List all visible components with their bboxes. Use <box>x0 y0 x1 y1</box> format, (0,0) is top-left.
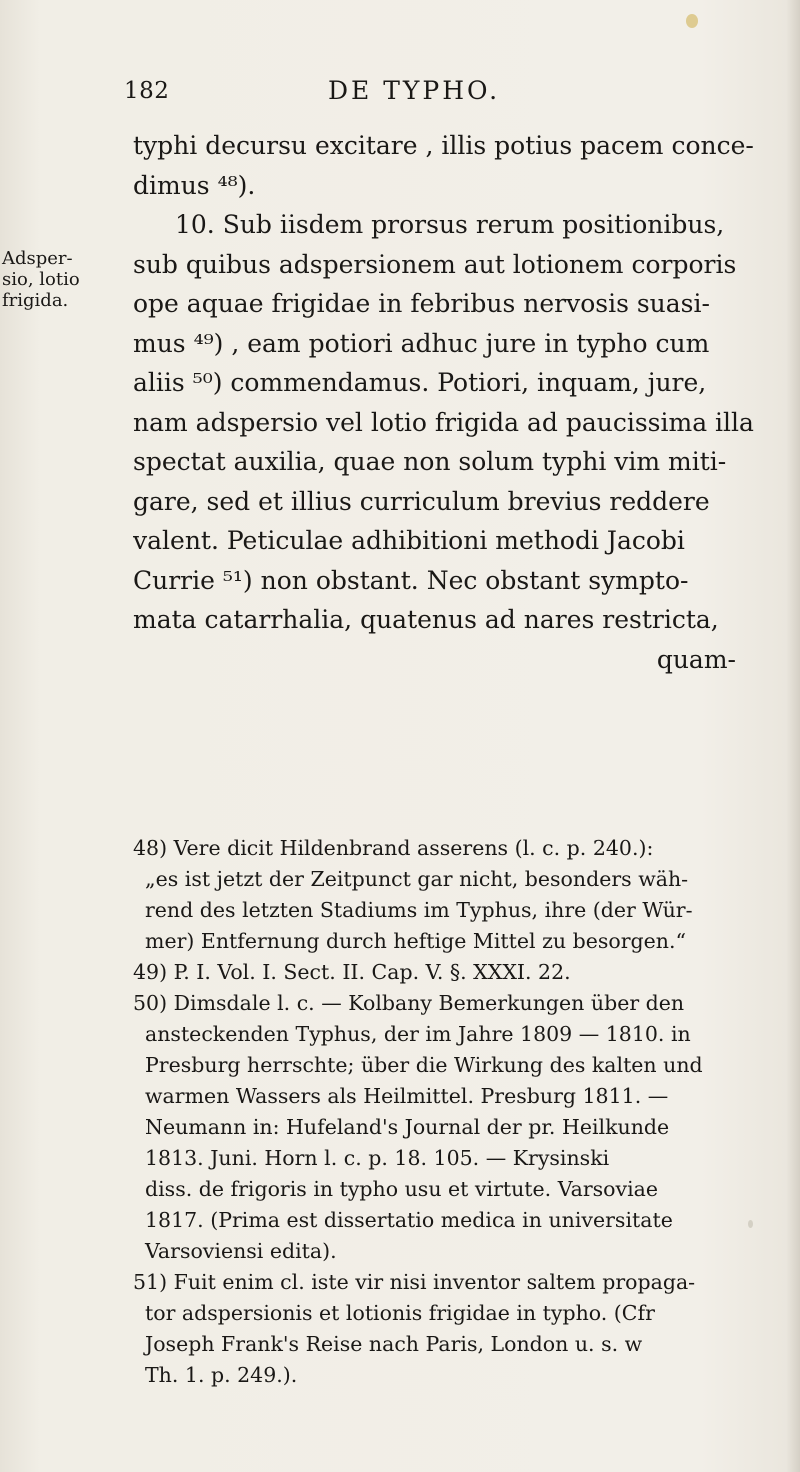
footnote-line: tor adspersionis et lotionis frigidae in typho. (Cfr <box>145 1301 655 1325</box>
footnote-line: Neumann in: Hufeland's Journal der pr. Heilkunde <box>145 1115 670 1139</box>
footnote-line: warmen Wassers als Heilmittel. Presburg 1811. — <box>145 1084 669 1108</box>
body-line: dimus ⁴⁸). <box>133 170 256 200</box>
footnote-line: ansteckenden Typhus, der im Jahre 1809 — 1810. in <box>145 1022 691 1046</box>
body-line: 10. Sub iisdem prorsus rerum positionibus, <box>175 210 725 239</box>
margin-note <box>2 248 102 311</box>
footnote-line: rend des letzten Stadiums im Typhus, ihre (der Wür- <box>145 898 693 922</box>
margin-note-line: frigida. <box>2 290 69 311</box>
body-line: sub quibus adspersionem aut lotionem corporis <box>133 249 737 279</box>
footnote-line: „es ist jetzt der Zeitpunct gar nicht, besonders wäh- <box>145 867 689 891</box>
body-line: gare, sed et illius curriculum brevius reddere <box>133 486 710 516</box>
ink-stain <box>686 14 698 28</box>
body-line: typhi decursu excitare , illis potius pacem conce- <box>133 131 754 160</box>
body-line: quam- <box>656 644 736 674</box>
body-line: nam adspersio vel lotio frigida ad paucissima illa <box>133 407 754 437</box>
footnote-line: 48) Vere dicit Hildenbrand asserens (l. c. p. 240.): <box>133 836 654 860</box>
body-line: aliis ⁵⁰) commendamus. Potiori, inquam, jure, <box>133 368 707 397</box>
footnote-line: 1817. (Prima est dissertatio medica in universitate <box>145 1208 673 1232</box>
footnote-line: mer) Entfernung durch heftige Mittel zu besorgen.“ <box>145 929 686 953</box>
page-number: 182 <box>124 78 170 104</box>
body-line: Currie ⁵¹) non obstant. Nec obstant sympto- <box>133 565 689 595</box>
footnote-line: Varsoviensi edita). <box>145 1239 337 1263</box>
footnote-line: Joseph Frank's Reise nach Paris, London u. s. w <box>145 1332 643 1356</box>
body-line: ope aquae frigidae in febribus nervosis suasi- <box>133 289 710 318</box>
footnotes <box>133 833 793 1391</box>
footnote-line: Th. 1. p. 249.). <box>145 1363 298 1387</box>
footnote-line: 51) Fuit enim cl. iste vir nisi inventor saltem propaga- <box>133 1270 696 1294</box>
footnote-line: 49) P. I. Vol. I. Sect. II. Cap. V. §. XXXI. 22. <box>133 960 571 984</box>
margin-note-line: sio, lotio <box>2 269 80 290</box>
footnote-line: diss. de frigoris in typho usu et virtute. Varsoviae <box>145 1177 659 1201</box>
margin-note-line: Adsper- <box>2 248 73 269</box>
running-head: DE TYPHO. <box>328 76 501 105</box>
footnote-line: 1813. Juni. Horn l. c. p. 18. 105. — Krysinski <box>145 1146 610 1170</box>
body-line: spectat auxilia, quae non solum typhi vim miti- <box>133 447 727 476</box>
body-text <box>133 126 788 679</box>
footnote-line: 50) Dimsdale l. c. — Kolbany Bemerkungen über den <box>133 991 685 1015</box>
body-line: valent. Peticulae adhibitioni methodi Jacobi <box>133 526 685 555</box>
footnote-line: Presburg herrschte; über die Wirkung des kalten und <box>145 1053 703 1077</box>
body-line: mus ⁴⁹) , eam potiori adhuc jure in typho cum <box>133 328 710 358</box>
body-line: mata catarrhalia, quatenus ad nares restricta, <box>133 605 719 634</box>
